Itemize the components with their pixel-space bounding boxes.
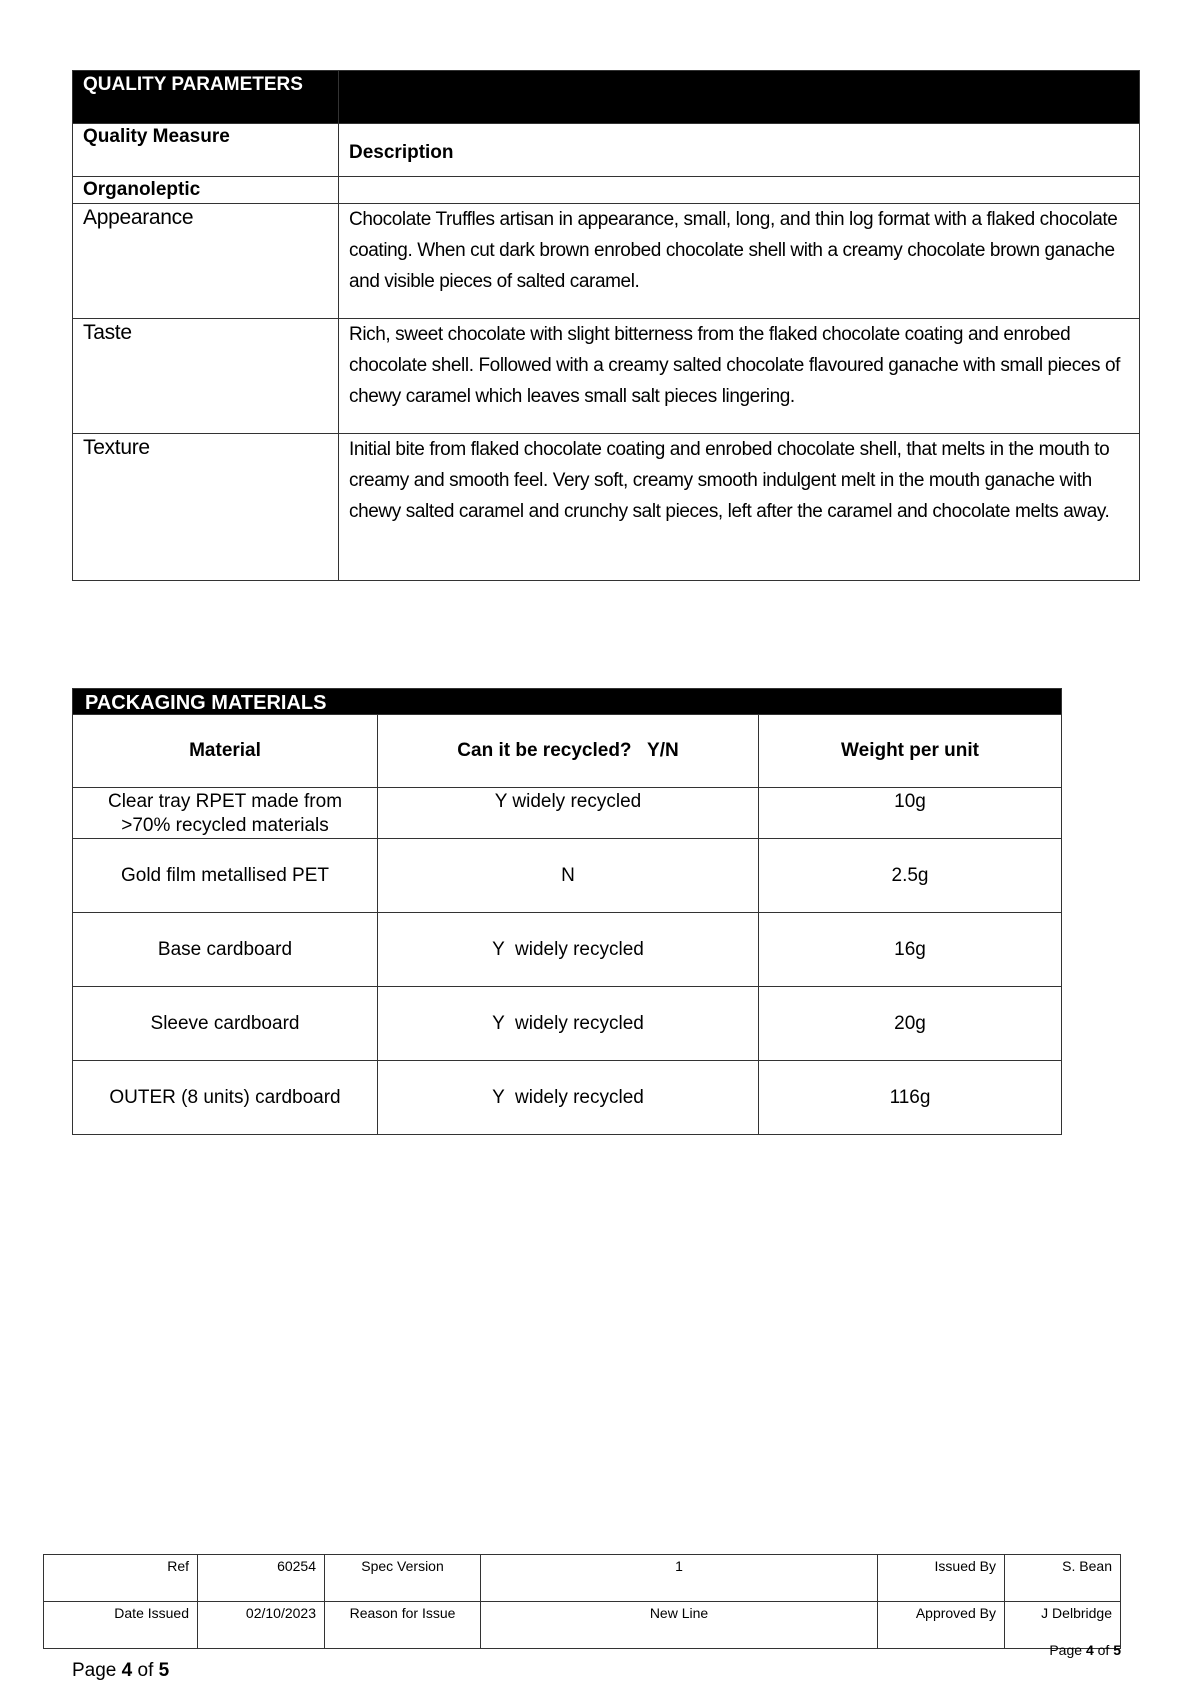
date-issued-value: 02/10/2023	[198, 1602, 325, 1649]
material-cell: OUTER (8 units) cardboard	[73, 1061, 378, 1135]
quality-description: Initial bite from flaked chocolate coating and enrobed chocolate shell, that melts in the mouth to creamy and smooth feel. Very soft, creamy smooth indulgent melt in the mouth ganache with chewy salted caramel and crunchy salt pieces, left after the caramel and chocolate melts away.	[339, 434, 1140, 581]
table-row	[73, 987, 1062, 1061]
page-current: 4	[121, 1660, 133, 1681]
quality-row	[73, 434, 1140, 581]
quality-parameters-table	[72, 70, 1140, 581]
approved-by-value: J Delbridge	[1005, 1602, 1121, 1649]
quality-title: QUALITY PARAMETERS	[73, 71, 339, 124]
description-header: Description	[339, 124, 1140, 177]
quality-description: Rich, sweet chocolate with slight bitterness from the flaked chocolate coating and enrobed chocolate shell. Followed with a creamy salted chocolate flavoured ganache with small pieces of chewy caramel which leaves small salt pieces lingering.	[339, 319, 1140, 434]
reason-value: New Line	[481, 1602, 878, 1649]
issued-by-label: Issued By	[878, 1555, 1005, 1602]
weight-cell: 10g	[759, 788, 1062, 839]
quality-measure-header: Quality Measure	[73, 124, 339, 177]
table-row	[73, 788, 1062, 839]
packaging-materials-table	[72, 688, 1062, 1135]
quality-row	[73, 204, 1140, 319]
recyclable-cell: Y widely recycled	[378, 987, 759, 1061]
quality-measure: Taste	[73, 319, 339, 434]
weight-cell: 20g	[759, 987, 1062, 1061]
table-row	[73, 1061, 1062, 1135]
weight-cell: 16g	[759, 913, 1062, 987]
packaging-title: PACKAGING MATERIALS	[73, 689, 1062, 715]
recyclable-cell: N	[378, 839, 759, 913]
issued-by-value: S. Bean	[1005, 1555, 1121, 1602]
material-cell: Base cardboard	[73, 913, 378, 987]
weight-cell: 116g	[759, 1061, 1062, 1135]
approved-by-label: Approved By	[878, 1602, 1005, 1649]
page-number-footer	[1049, 1642, 1121, 1658]
organoleptic-blank	[339, 177, 1140, 204]
material-cell: Sleeve cardboard	[73, 987, 378, 1061]
table-row	[73, 913, 1062, 987]
spec-version-label: Spec Version	[325, 1555, 481, 1602]
recyclable-cell: Y widely recycled	[378, 1061, 759, 1135]
page-current: 4	[1085, 1642, 1094, 1658]
header-recyclable: Can it be recycled? Y/N	[378, 715, 759, 788]
recyclable-cell: Y widely recycled	[378, 788, 759, 839]
date-issued-label: Date Issued	[44, 1602, 198, 1649]
page-total: 5	[158, 1660, 170, 1681]
ref-label: Ref	[44, 1555, 198, 1602]
organoleptic-section: Organoleptic	[73, 177, 339, 204]
material-cell: Clear tray RPET made from >70% recycled materials	[73, 788, 378, 839]
header-material: Material	[73, 715, 378, 788]
page-of: of	[132, 1660, 159, 1681]
recyclable-cell: Y widely recycled	[378, 913, 759, 987]
quality-measure: Texture	[73, 434, 339, 581]
header-weight: Weight per unit	[759, 715, 1062, 788]
weight-cell: 2.5g	[759, 839, 1062, 913]
quality-measure: Appearance	[73, 204, 339, 319]
page-prefix: Page	[1049, 1642, 1086, 1658]
quality-row	[73, 319, 1140, 434]
table-row	[73, 839, 1062, 913]
page-of: of	[1093, 1642, 1114, 1658]
material-cell: Gold film metallised PET	[73, 839, 378, 913]
spec-version-value: 1	[481, 1555, 878, 1602]
reason-label: Reason for Issue	[325, 1602, 481, 1649]
quality-title-blank	[339, 71, 1140, 124]
quality-description: Chocolate Truffles artisan in appearance, small, long, and thin log format with a flaked chocolate coating. When cut dark brown enrobed chocolate shell with a creamy chocolate brown ganache and visible pieces of salted caramel.	[339, 204, 1140, 319]
page-total: 5	[1113, 1642, 1121, 1658]
page-number	[72, 1660, 169, 1682]
ref-value: 60254	[198, 1555, 325, 1602]
page-prefix: Page	[72, 1660, 122, 1681]
document-footer-table	[43, 1554, 1121, 1649]
